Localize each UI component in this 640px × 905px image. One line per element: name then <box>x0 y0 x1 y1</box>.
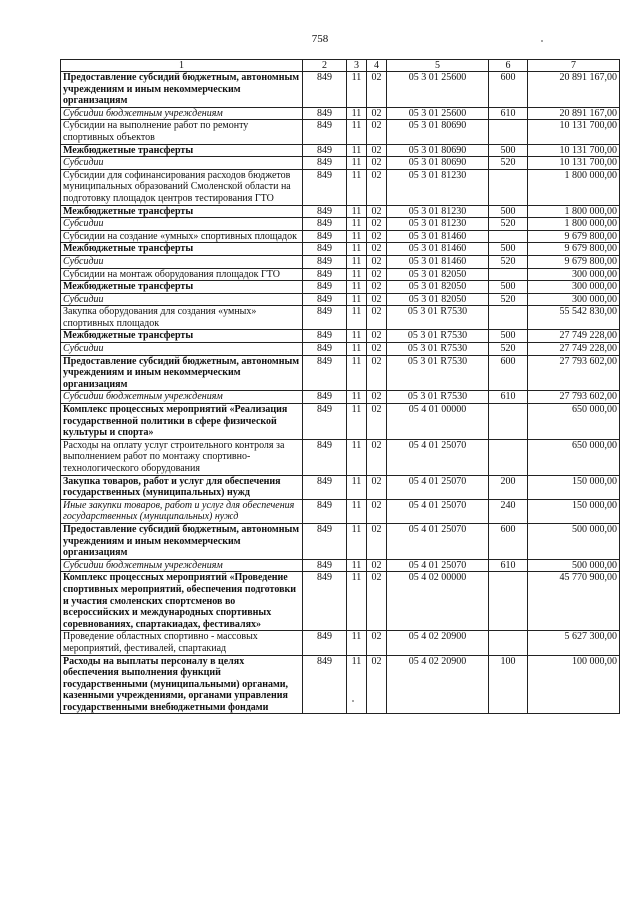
row-ministry-code: 849 <box>303 631 347 655</box>
row-ministry-code: 849 <box>303 169 347 205</box>
row-section: 11 <box>347 559 367 572</box>
row-target-code: 05 3 01 80690 <box>387 157 489 170</box>
row-amount: 9 679 800,00 <box>528 255 620 268</box>
scan-speck <box>541 40 543 42</box>
row-expense-type: 610 <box>489 559 528 572</box>
row-amount: 10 131 700,00 <box>528 120 620 144</box>
row-target-code: 05 3 01 82050 <box>387 281 489 294</box>
row-amount: 1 800 000,00 <box>528 205 620 218</box>
row-expense-type <box>489 439 528 475</box>
row-name: Субсидии <box>61 218 303 231</box>
row-subsection: 02 <box>367 107 387 120</box>
row-amount: 150 000,00 <box>528 475 620 499</box>
row-expense-type: 500 <box>489 243 528 256</box>
row-ministry-code: 849 <box>303 404 347 440</box>
row-subsection: 02 <box>367 572 387 631</box>
row-section: 11 <box>347 107 367 120</box>
row-ministry-code: 849 <box>303 475 347 499</box>
budget-table <box>60 59 620 714</box>
row-name: Проведение областных спортивно - массовых мероприятий, фестивалей, спартакиад <box>61 631 303 655</box>
row-section: 11 <box>347 205 367 218</box>
row-target-code: 05 4 01 25070 <box>387 475 489 499</box>
row-subsection: 02 <box>367 144 387 157</box>
row-target-code: 05 3 01 81230 <box>387 218 489 231</box>
row-amount: 500 000,00 <box>528 559 620 572</box>
row-ministry-code: 849 <box>303 439 347 475</box>
row-expense-type <box>489 268 528 281</box>
row-expense-type: 240 <box>489 499 528 523</box>
row-section: 11 <box>347 523 367 559</box>
row-expense-type: 100 <box>489 655 528 714</box>
row-subsection: 02 <box>367 355 387 391</box>
row-expense-type <box>489 306 528 330</box>
row-subsection: 02 <box>367 120 387 144</box>
scan-speck <box>352 700 354 702</box>
row-ministry-code: 849 <box>303 230 347 243</box>
row-name: Предоставление субсидий бюджетным, автономным учреждениям и иным некоммерческим организациям <box>61 523 303 559</box>
table-row <box>61 343 620 356</box>
row-amount: 650 000,00 <box>528 404 620 440</box>
row-expense-type <box>489 169 528 205</box>
row-section: 11 <box>347 169 367 205</box>
row-amount: 9 679 800,00 <box>528 230 620 243</box>
row-target-code: 05 3 01 R7530 <box>387 306 489 330</box>
row-ministry-code: 849 <box>303 330 347 343</box>
row-subsection: 02 <box>367 205 387 218</box>
row-name: Субсидии <box>61 293 303 306</box>
row-target-code: 05 4 01 00000 <box>387 404 489 440</box>
row-name: Субсидии бюджетным учреждениям <box>61 559 303 572</box>
row-expense-type: 500 <box>489 330 528 343</box>
row-target-code: 05 3 01 81460 <box>387 243 489 256</box>
table-row <box>61 72 620 108</box>
row-amount: 100 000,00 <box>528 655 620 714</box>
row-expense-type: 520 <box>489 343 528 356</box>
row-section: 11 <box>347 631 367 655</box>
row-amount: 55 542 830,00 <box>528 306 620 330</box>
row-section: 11 <box>347 572 367 631</box>
row-section: 11 <box>347 218 367 231</box>
table-row <box>61 169 620 205</box>
row-subsection: 02 <box>367 343 387 356</box>
row-expense-type: 500 <box>489 281 528 294</box>
row-section: 11 <box>347 255 367 268</box>
table-row <box>61 330 620 343</box>
row-name: Субсидии на выполнение работ по ремонту спортивных объектов <box>61 120 303 144</box>
row-section: 11 <box>347 391 367 404</box>
row-ministry-code: 849 <box>303 343 347 356</box>
row-name: Субсидии <box>61 157 303 170</box>
row-ministry-code: 849 <box>303 268 347 281</box>
row-expense-type: 610 <box>489 107 528 120</box>
table-row <box>61 355 620 391</box>
row-target-code: 05 3 01 R7530 <box>387 343 489 356</box>
row-ministry-code: 849 <box>303 120 347 144</box>
table-row <box>61 243 620 256</box>
row-section: 11 <box>347 230 367 243</box>
row-expense-type <box>489 631 528 655</box>
row-target-code: 05 4 02 00000 <box>387 572 489 631</box>
row-section: 11 <box>347 157 367 170</box>
row-section: 11 <box>347 330 367 343</box>
col-header-expense-type: 6 <box>489 60 528 72</box>
row-expense-type: 520 <box>489 218 528 231</box>
row-section: 11 <box>347 439 367 475</box>
row-expense-type <box>489 120 528 144</box>
row-amount: 300 000,00 <box>528 293 620 306</box>
table-row <box>61 268 620 281</box>
row-amount: 500 000,00 <box>528 523 620 559</box>
row-target-code: 05 3 01 82050 <box>387 293 489 306</box>
row-section: 11 <box>347 655 367 714</box>
row-name: Иные закупки товаров, работ и услуг для обеспечения государственных (муниципальных) нужд <box>61 499 303 523</box>
table-row <box>61 230 620 243</box>
row-target-code: 05 3 01 80690 <box>387 144 489 157</box>
row-subsection: 02 <box>367 243 387 256</box>
table-row <box>61 218 620 231</box>
col-header-target-code: 5 <box>387 60 489 72</box>
row-name: Субсидии на монтаж оборудования площадок ГТО <box>61 268 303 281</box>
table-row <box>61 205 620 218</box>
col-header-subsection: 4 <box>367 60 387 72</box>
row-target-code: 05 3 01 R7530 <box>387 355 489 391</box>
row-amount: 150 000,00 <box>528 499 620 523</box>
row-ministry-code: 849 <box>303 391 347 404</box>
row-name: Субсидии бюджетным учреждениям <box>61 391 303 404</box>
row-target-code: 05 4 01 25070 <box>387 523 489 559</box>
row-amount: 27 749 228,00 <box>528 343 620 356</box>
row-expense-type: 600 <box>489 523 528 559</box>
row-target-code: 05 3 01 81230 <box>387 205 489 218</box>
row-subsection: 02 <box>367 293 387 306</box>
table-row <box>61 144 620 157</box>
row-amount: 27 749 228,00 <box>528 330 620 343</box>
row-ministry-code: 849 <box>303 144 347 157</box>
row-amount: 1 800 000,00 <box>528 218 620 231</box>
row-target-code: 05 4 02 20900 <box>387 631 489 655</box>
table-row <box>61 157 620 170</box>
row-subsection: 02 <box>367 72 387 108</box>
row-name: Межбюджетные трансферты <box>61 243 303 256</box>
row-target-code: 05 4 01 25070 <box>387 559 489 572</box>
page-number: 758 <box>311 33 329 45</box>
row-subsection: 02 <box>367 157 387 170</box>
row-target-code: 05 3 01 81230 <box>387 169 489 205</box>
row-subsection: 02 <box>367 281 387 294</box>
row-name: Межбюджетные трансферты <box>61 144 303 157</box>
row-section: 11 <box>347 475 367 499</box>
row-expense-type: 610 <box>489 391 528 404</box>
row-section: 11 <box>347 293 367 306</box>
row-subsection: 02 <box>367 330 387 343</box>
row-name: Закупка оборудования для создания «умных» спортивных площадок <box>61 306 303 330</box>
table-row <box>61 404 620 440</box>
table-row <box>61 281 620 294</box>
row-amount: 45 770 900,00 <box>528 572 620 631</box>
row-ministry-code: 849 <box>303 306 347 330</box>
row-amount: 27 793 602,00 <box>528 355 620 391</box>
row-subsection: 02 <box>367 306 387 330</box>
row-ministry-code: 849 <box>303 355 347 391</box>
row-amount: 300 000,00 <box>528 268 620 281</box>
row-name: Межбюджетные трансферты <box>61 205 303 218</box>
row-expense-type: 520 <box>489 293 528 306</box>
row-expense-type: 520 <box>489 255 528 268</box>
row-subsection: 02 <box>367 559 387 572</box>
table-row <box>61 306 620 330</box>
row-name: Комплекс процессных мероприятий «Реализация государственной политики в сфере физической культуры и спорта» <box>61 404 303 440</box>
row-target-code: 05 3 01 R7530 <box>387 391 489 404</box>
table-row <box>61 120 620 144</box>
row-target-code: 05 3 01 25600 <box>387 107 489 120</box>
table-row <box>61 293 620 306</box>
col-header-name: 1 <box>61 60 303 72</box>
row-subsection: 02 <box>367 268 387 281</box>
row-target-code: 05 3 01 80690 <box>387 120 489 144</box>
row-ministry-code: 849 <box>303 499 347 523</box>
row-expense-type <box>489 230 528 243</box>
table-row <box>61 255 620 268</box>
row-ministry-code: 849 <box>303 572 347 631</box>
row-ministry-code: 849 <box>303 655 347 714</box>
table-row <box>61 655 620 714</box>
row-ministry-code: 849 <box>303 218 347 231</box>
table-row <box>61 391 620 404</box>
col-header-amount: 7 <box>528 60 620 72</box>
row-section: 11 <box>347 268 367 281</box>
table-row <box>61 572 620 631</box>
row-target-code: 05 4 02 20900 <box>387 655 489 714</box>
row-expense-type <box>489 404 528 440</box>
row-target-code: 05 3 01 82050 <box>387 268 489 281</box>
row-ministry-code: 849 <box>303 107 347 120</box>
row-amount: 27 793 602,00 <box>528 391 620 404</box>
row-name: Субсидии <box>61 343 303 356</box>
row-amount: 650 000,00 <box>528 439 620 475</box>
row-name: Межбюджетные трансферты <box>61 281 303 294</box>
row-expense-type: 520 <box>489 157 528 170</box>
row-subsection: 02 <box>367 169 387 205</box>
row-subsection: 02 <box>367 218 387 231</box>
row-amount: 1 800 000,00 <box>528 169 620 205</box>
row-target-code: 05 4 01 25070 <box>387 499 489 523</box>
row-name: Субсидии бюджетным учреждениям <box>61 107 303 120</box>
row-ministry-code: 849 <box>303 293 347 306</box>
row-subsection: 02 <box>367 631 387 655</box>
row-expense-type: 500 <box>489 144 528 157</box>
row-ministry-code: 849 <box>303 72 347 108</box>
row-section: 11 <box>347 144 367 157</box>
row-name: Субсидии <box>61 255 303 268</box>
row-expense-type: 600 <box>489 72 528 108</box>
row-section: 11 <box>347 306 367 330</box>
row-subsection: 02 <box>367 404 387 440</box>
row-name: Предоставление субсидий бюджетным, автономным учреждениям и иным некоммерческим организациям <box>61 72 303 108</box>
row-ministry-code: 849 <box>303 243 347 256</box>
row-section: 11 <box>347 281 367 294</box>
row-ministry-code: 849 <box>303 255 347 268</box>
row-ministry-code: 849 <box>303 205 347 218</box>
row-amount: 5 627 300,00 <box>528 631 620 655</box>
header-row <box>61 60 620 72</box>
row-subsection: 02 <box>367 523 387 559</box>
row-amount: 20 891 167,00 <box>528 107 620 120</box>
row-name: Закупка товаров, работ и услуг для обеспечения государственных (муниципальных) нужд <box>61 475 303 499</box>
row-target-code: 05 3 01 R7530 <box>387 330 489 343</box>
row-ministry-code: 849 <box>303 281 347 294</box>
row-ministry-code: 849 <box>303 559 347 572</box>
table-row <box>61 107 620 120</box>
row-amount: 9 679 800,00 <box>528 243 620 256</box>
row-target-code: 05 3 01 81460 <box>387 230 489 243</box>
row-subsection: 02 <box>367 499 387 523</box>
row-section: 11 <box>347 404 367 440</box>
row-expense-type <box>489 572 528 631</box>
row-section: 11 <box>347 343 367 356</box>
row-name: Расходы на оплату услуг строительного контроля за выполнением работ по монтажу спортивно-технологического оборудования <box>61 439 303 475</box>
row-ministry-code: 849 <box>303 157 347 170</box>
row-amount: 10 131 700,00 <box>528 157 620 170</box>
table-row <box>61 475 620 499</box>
row-subsection: 02 <box>367 439 387 475</box>
row-name: Комплекс процессных мероприятий «Проведение спортивных мероприятий, обеспечения подготовки и участия смоленских спортсменов во всероссийских и международных спортивных соревнованиях, спартакиадах, фестивалях» <box>61 572 303 631</box>
table-row <box>61 631 620 655</box>
table-row <box>61 523 620 559</box>
row-section: 11 <box>347 243 367 256</box>
row-target-code: 05 3 01 81460 <box>387 255 489 268</box>
row-amount: 300 000,00 <box>528 281 620 294</box>
col-header-section: 3 <box>347 60 367 72</box>
row-ministry-code: 849 <box>303 523 347 559</box>
row-expense-type: 600 <box>489 355 528 391</box>
row-section: 11 <box>347 499 367 523</box>
row-section: 11 <box>347 72 367 108</box>
table-row <box>61 559 620 572</box>
table-row <box>61 499 620 523</box>
row-name: Межбюджетные трансферты <box>61 330 303 343</box>
row-subsection: 02 <box>367 255 387 268</box>
row-section: 11 <box>347 120 367 144</box>
row-name: Расходы на выплаты персоналу в целях обеспечения выполнения функций государственными (муниципальными) органами, казенными учреждениями, органами управления государственными внебюджетными фондами <box>61 655 303 714</box>
row-name: Предоставление субсидий бюджетным, автономным учреждениям и иным некоммерческим организациям <box>61 355 303 391</box>
row-subsection: 02 <box>367 655 387 714</box>
row-section: 11 <box>347 355 367 391</box>
row-target-code: 05 3 01 25600 <box>387 72 489 108</box>
row-subsection: 02 <box>367 475 387 499</box>
row-expense-type: 200 <box>489 475 528 499</box>
row-target-code: 05 4 01 25070 <box>387 439 489 475</box>
row-name: Субсидии на создание «умных» спортивных площадок <box>61 230 303 243</box>
col-header-ministry: 2 <box>303 60 347 72</box>
table-row <box>61 439 620 475</box>
row-expense-type: 500 <box>489 205 528 218</box>
row-name: Субсидии для софинансирования расходов бюджетов муниципальных образований Смоленской области на подготовку площадок центров тестирования ГТО <box>61 169 303 205</box>
row-subsection: 02 <box>367 230 387 243</box>
row-amount: 20 891 167,00 <box>528 72 620 108</box>
row-subsection: 02 <box>367 391 387 404</box>
row-amount: 10 131 700,00 <box>528 144 620 157</box>
